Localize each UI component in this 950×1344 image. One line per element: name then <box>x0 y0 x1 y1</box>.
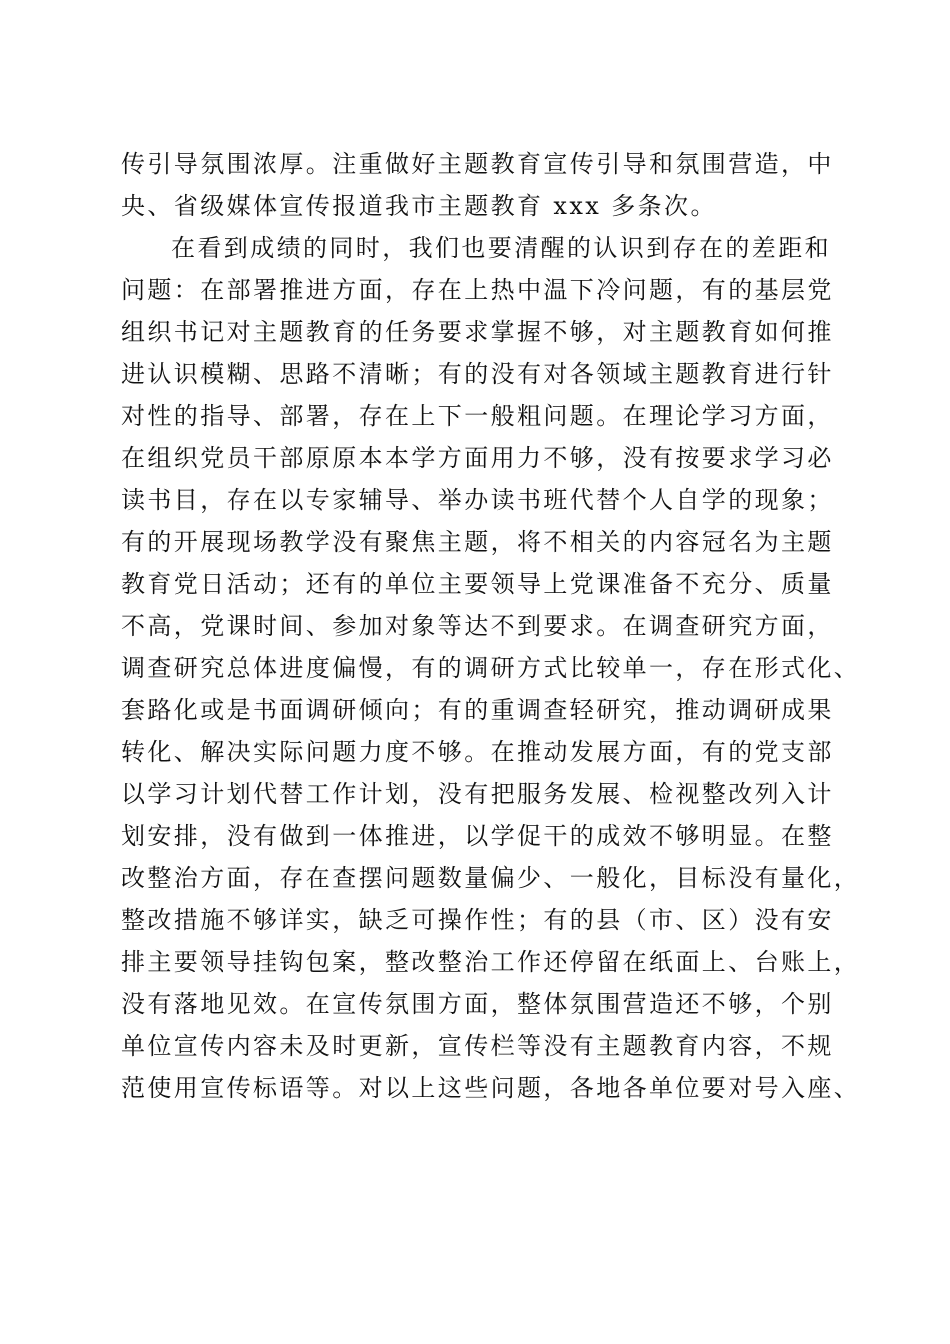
text-line: 没有落地见效。在宣传氛围方面，整体氛围营造还不够，个别 <box>121 990 834 1018</box>
text-line: 问题：在部署推进方面，存在上热中温下冷问题，有的基层党 <box>121 276 834 304</box>
text-line: 进认识模糊、思路不清晰；有的没有对各领域主题教育进行针 <box>121 360 834 388</box>
text-line: 对性的指导、部署，存在上下一般粗问题。在理论学习方面， <box>121 402 834 430</box>
text-line: 转化、解决实际问题力度不够。在推动发展方面，有的党支部 <box>121 738 834 766</box>
document-body <box>121 143 861 1109</box>
paragraph <box>121 143 841 227</box>
text-line: 在组织党员干部原原本本学方面用力不够，没有按要求学习必 <box>121 444 834 472</box>
paragraph <box>121 227 861 1109</box>
text-line: 不高，党课时间、参加对象等达不到要求。在调查研究方面， <box>121 612 834 640</box>
text-line: 以学习计划代替工作计划，没有把服务发展、检视整改列入计 <box>121 780 834 808</box>
text-line: 整改措施不够详实，缺乏可操作性；有的县（市、区）没有安 <box>121 906 834 934</box>
text-line: 在看到成绩的同时，我们也要清醒的认识到存在的差距和 <box>171 234 831 262</box>
text-line: 划安排，没有做到一体推进，以学促干的成效不够明显。在整 <box>121 822 834 850</box>
text-line: 改整治方面，存在查摆问题数量偏少、一般化，目标没有量化， <box>121 864 861 892</box>
text-line: 排主要领导挂钩包案，整改整治工作还停留在纸面上、台账上， <box>121 948 861 976</box>
text-line: 调查研究总体进度偏慢，有的调研方式比较单一，存在形式化、 <box>121 654 861 682</box>
text-line: 有的开展现场教学没有聚焦主题，将不相关的内容冠名为主题 <box>121 528 834 556</box>
text-line: 传引导氛围浓厚。注重做好主题教育宣传引导和氛围营造，中 <box>121 150 834 178</box>
text-line: 套路化或是书面调研倾向；有的重调查轻研究，推动调研成果 <box>121 696 834 724</box>
text-line: 读书目，存在以专家辅导、举办读书班代替个人自学的现象； <box>121 486 834 514</box>
text-line: 组织书记对主题教育的任务要求掌握不够，对主题教育如何推 <box>121 318 834 346</box>
text-line: 教育党日活动；还有的单位主要领导上党课准备不充分、质量 <box>121 570 834 598</box>
text-line: 央、省级媒体宣传报道我市主题教育 xxx 多条次。 <box>121 192 717 220</box>
text-line: 单位宣传内容未及时更新，宣传栏等没有主题教育内容，不规 <box>121 1032 834 1060</box>
text-line: 范使用宣传标语等。对以上这些问题，各地各单位要对号入座、 <box>121 1074 861 1102</box>
